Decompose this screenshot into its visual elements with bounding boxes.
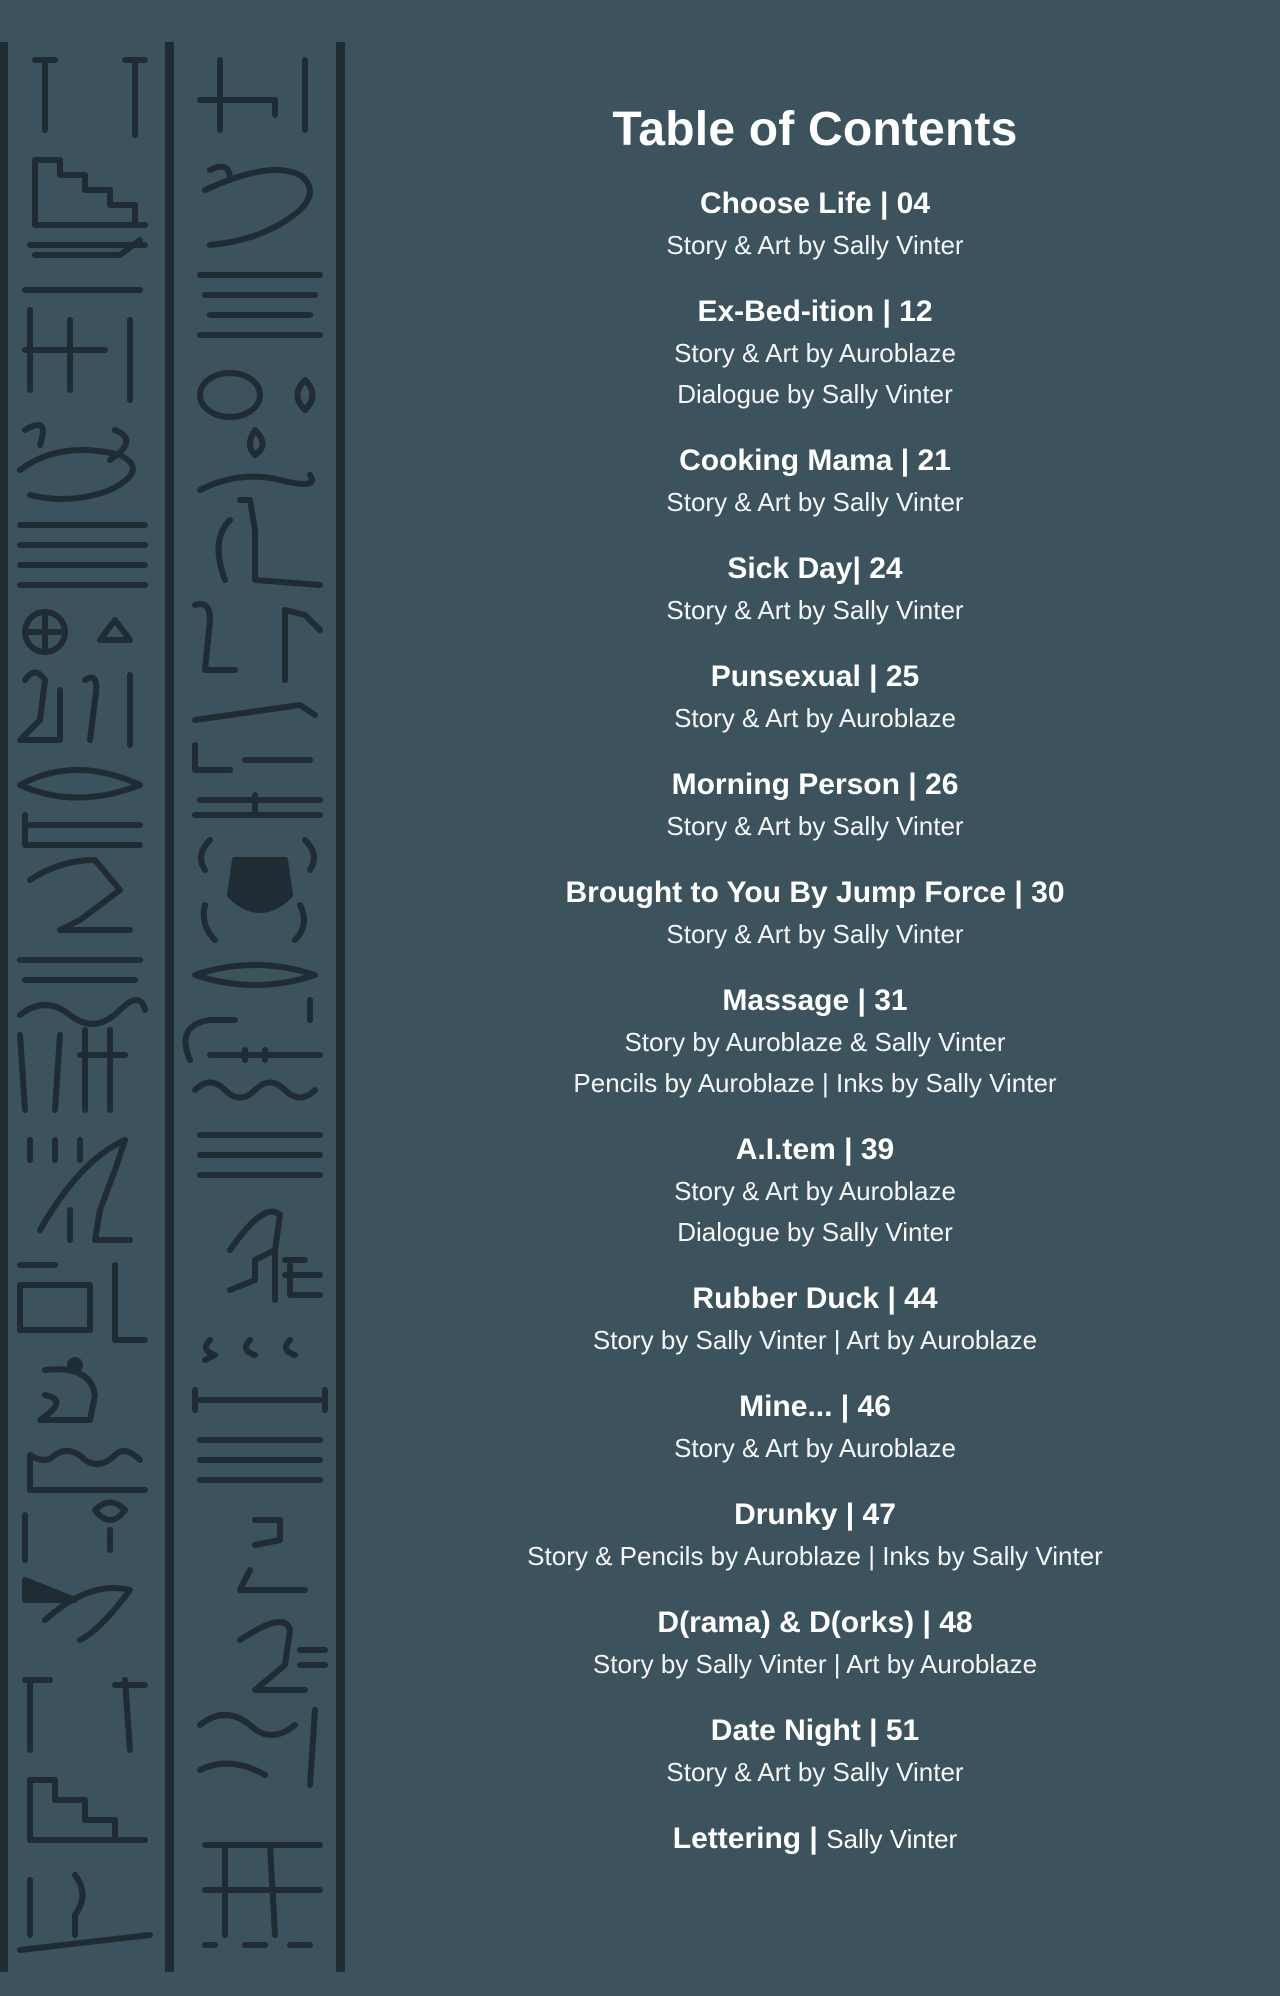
- entry-title: A.I.tem | 39: [735, 1133, 895, 1166]
- toc-entry: [360, 872, 1270, 955]
- entry-credit: Story & Art by Auroblaze: [674, 1433, 956, 1463]
- toc-entry: [360, 980, 1270, 1104]
- toc-entry: [360, 1494, 1270, 1577]
- entry-credit: Story & Art by Sally Vinter: [666, 595, 964, 625]
- entry-title: Cooking Mama | 21: [679, 444, 951, 477]
- glyph-column-right: [186, 60, 326, 1945]
- lettering-label: Lettering |: [672, 1822, 818, 1855]
- toc-entry: [360, 291, 1270, 415]
- entry-credit: Story & Art by Auroblaze: [674, 338, 956, 368]
- entry-credit: Story & Art by Auroblaze: [674, 703, 956, 733]
- entry-credit: Story by Sally Vinter | Art by Auroblaze: [592, 1649, 1038, 1679]
- entry-credit: Story & Art by Sally Vinter: [666, 487, 964, 517]
- entry-title: Drunky | 47: [734, 1498, 896, 1531]
- entry-title: D(rama) & D(orks) | 48: [657, 1606, 973, 1639]
- entry-credit: Story & Art by Sally Vinter: [666, 230, 964, 260]
- entry-title: Rubber Duck | 44: [692, 1282, 938, 1315]
- entry-credit: Story & Art by Sally Vinter: [666, 811, 964, 841]
- toc-entry: [360, 1129, 1270, 1253]
- entry-credit: Story by Auroblaze & Sally Vinter: [624, 1027, 1006, 1057]
- hieroglyph-columns: [0, 0, 360, 1991]
- toc-entry: [360, 1710, 1270, 1793]
- entry-credit: Story by Sally Vinter | Art by Auroblaze: [592, 1325, 1038, 1355]
- entry-title: Punsexual | 25: [710, 660, 920, 693]
- entry-title: Mine... | 46: [739, 1390, 891, 1423]
- lettering-credit: [360, 1818, 1270, 1860]
- toc-entry: [360, 764, 1270, 847]
- toc-entry: [360, 440, 1270, 523]
- entry-credit: Dialogue by Sally Vinter: [677, 1217, 953, 1247]
- entry-credit: Story & Art by Sally Vinter: [666, 1757, 964, 1787]
- entry-title: Ex-Bed-ition | 12: [697, 295, 933, 328]
- entry-title: Choose Life | 04: [699, 187, 931, 220]
- entry-credit: Pencils by Auroblaze | Inks by Sally Vinter: [573, 1068, 1057, 1098]
- entry-title: Massage | 31: [722, 984, 908, 1017]
- toc-entry: [360, 656, 1270, 739]
- toc-entry: [360, 183, 1270, 266]
- entry-title: Date Night | 51: [710, 1714, 920, 1747]
- toc-entries: [360, 183, 1270, 1793]
- table-of-contents: [360, 98, 1270, 1860]
- toc-entry: [360, 1602, 1270, 1685]
- entry-credit: Story & Art by Sally Vinter: [666, 919, 964, 949]
- toc-entry: [360, 1386, 1270, 1469]
- entry-title: Sick Day| 24: [727, 552, 903, 585]
- glyph-column-left: [20, 60, 150, 1950]
- entry-credit: Story & Art by Auroblaze: [674, 1176, 956, 1206]
- entry-credit: Dialogue by Sally Vinter: [677, 379, 953, 409]
- entry-title: Brought to You By Jump Force | 30: [565, 876, 1065, 909]
- entry-title: Morning Person | 26: [671, 768, 959, 801]
- entry-credit: Story & Pencils by Auroblaze | Inks by Sally Vinter: [527, 1541, 1103, 1571]
- page-title: Table of Contents: [612, 103, 1018, 156]
- toc-entry: [360, 548, 1270, 631]
- lettering-value: Sally Vinter: [826, 1824, 958, 1854]
- toc-entry: [360, 1278, 1270, 1361]
